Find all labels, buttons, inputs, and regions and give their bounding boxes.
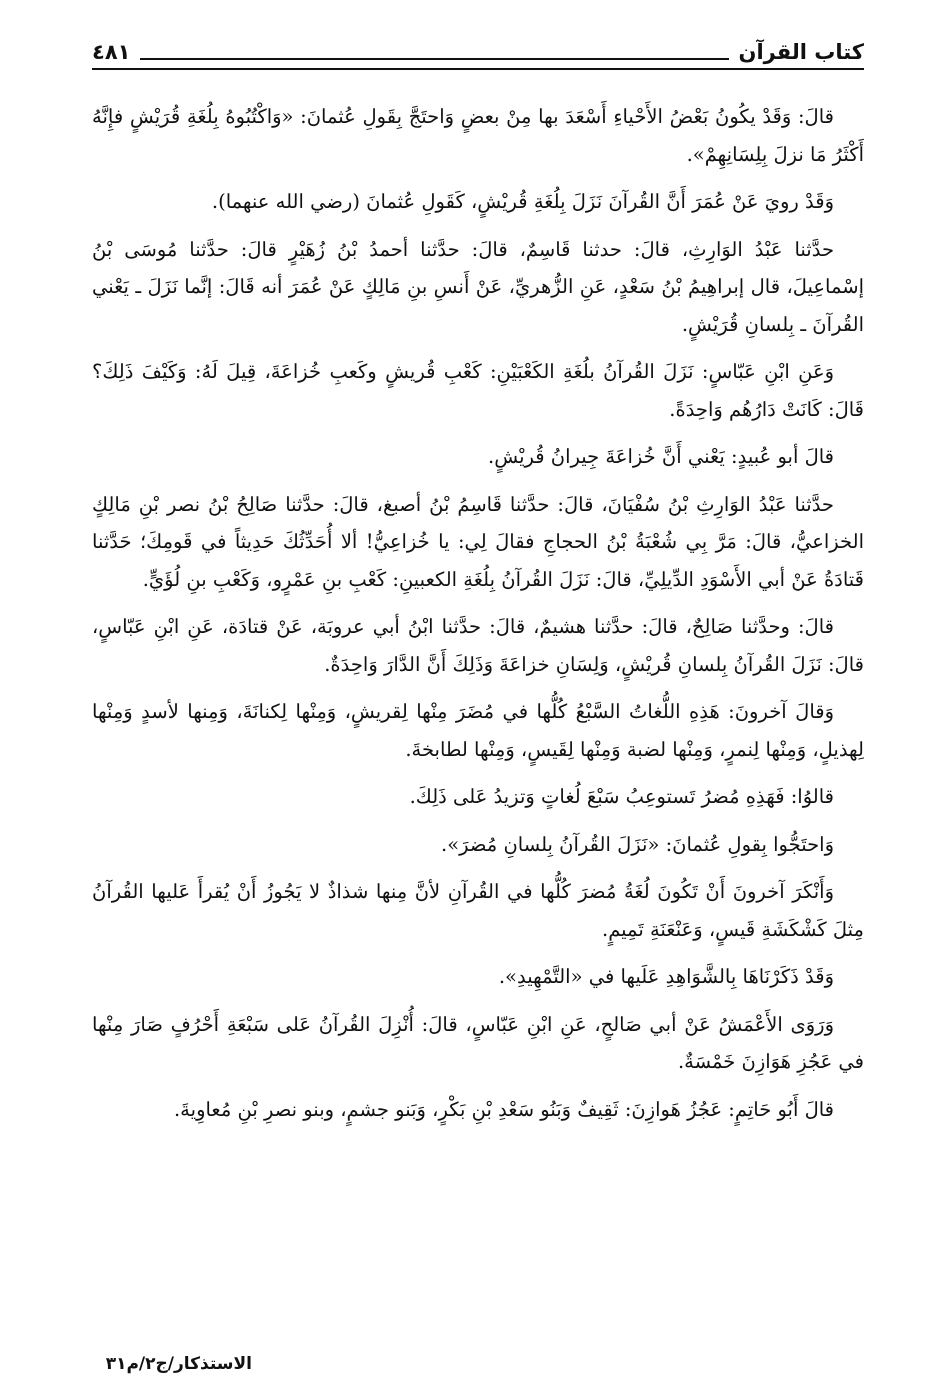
header-dash-line — [140, 58, 728, 60]
running-header — [92, 26, 864, 66]
paragraph: قالَ: وحدَّثنا صَالِحٌ، قالَ: حدَّثنا هشيمٌ، قالَ: حدَّثنا ابْنُ أبي عروبَة، عَنْ قتادَة، عَنِ ابْنِ عَبّاسٍ، قالَ: نَزَلَ القُرآنُ بِلسانِ قُريْشٍ، وَلِسَانِ خزاعَةَ وَذَلِكَ أَنَّ الدَّارَ وَاحِدَةٌ. — [92, 615, 864, 676]
book-title: كتاب القرآن — [738, 40, 864, 64]
paragraph: قالَ أَبُو حَاتِمٍ: عَجُزُ هَوازِنَ: ثَقِيفٌ وَبَنُو سَعْدِ بْنِ بَكْرٍ، وَبَنو جشمٍ، وبنو نصرِ بْنِ مُعاوِيةَ. — [173, 1097, 834, 1121]
paragraph: قالَ أبو عُبيدٍ: يَعْني أَنَّ خُزاعَةَ جِيرانُ قُريْشٍ. — [488, 445, 834, 468]
paragraph: قالَ: وَقَدْ يكُونُ بَعْضُ الأَحْياءِ أَسْعَدَ بها مِنْ بعضٍ وَاحتَجَّ بِقَولِ عُثمانَ: «وَاكْتُبُوهُ بِلُغَةِ قُرَيْشٍ فإِنَّهُ أَكْثَرُ مَا نزلَ بِلِسَانِهِمْ». — [92, 105, 864, 166]
paragraph: حدَّثنا عَبْدُ الوَارِثِ، قالَ: حدثنا قَاسِمٌ، قالَ: حدَّثنا أحمدُ بْنُ زُهَيْرٍ قالَ: حدَّثنا مُوسَى بْنُ إسْماعِيلَ، قال إبراهِيمُ بْنُ سَعْدٍ، عَنِ الزُّهريِّ، عَنْ أَنسِ بنِ مَالِكٍ عَنْ عُمَرَ أنه قَالَ: إنَّما نَزَلَ ـ يَعْني القُرآنَ ـ بِلسانِ قُرَيْشٍ. — [92, 237, 864, 336]
signature-mark: الاستذكار/ج٢/م٣١ — [105, 1354, 252, 1374]
paragraph: حدَّثنا عَبْدُ الوَارِثِ بْنُ سُفْيَانَ، قالَ: حدَّثنا قَاسِمُ بْنُ أصبغ، قالَ: حدَّثنا صَالِحُ بْنُ نصر بْنِ مَالِكٍ الخزاعيُّ، قالَ: مَرَّ بِي شُعْبَةُ بْنُ الحجاجِ فقالَ لِي: يا خُزاعِيُّ! ألا أُحَدِّثُكَ حَدِيثاً في قَومِكَ؛ حَدَّثنا قَتادَةُ عَنْ أبي الأَسْوَدِ الدِّيلِيِّ، قالَ: نَزَلَ القُرآنُ بِلُغَةِ الكعبينِ: كَعْبِ بنِ عَمْرٍو، وَكَعْبِ بنِ لُؤَيٍّ. — [92, 492, 864, 591]
paragraph: وَأَنْكَرَ آخرونَ أَنْ تَكُونَ لُغَةُ مُضرَ كُلُّها في القُرآنِ لأنَّ مِنها شذاذٌ لا يَجُوزُ أَنْ يُقرأَ عَليها القُرآنُ مِثلَ كَشْكَشَةِ قَيسٍ، وَعَنْعَنَةِ تَمِيمٍ. — [92, 880, 864, 941]
page-number: ٤٨١ — [92, 40, 131, 64]
paragraph: وَقَدْ ذَكَرْنَاهَا بِالشَّوَاهِدِ عَلَيها في «التَّمْهِيدِ». — [498, 965, 834, 988]
paragraph: وَرَوَى الأَعْمَشُ عَنْ أبي صَالحٍ، عَنِ ابْنِ عَبّاسٍ، قالَ: أُنْزِلَ القُرآنُ عَلى سَبْعَةِ أَحْرُفٍ صَارَ مِنْها في عَجُزِ هَوَازِنَ خَمْسَةٌ. — [92, 1012, 864, 1073]
paragraph: قالوُا: فَهَذِهِ مُضرُ تَستوعِبُ سَبْعَ لُغاتٍ وَتزيدُ عَلى ذَلِكَ. — [409, 785, 834, 808]
paragraph: وَعَنِ ابْنِ عَبّاسٍ: نَزَلَ القُرآنُ بلُغَةِ الكَعْبَيْنِ: كَعْبِ قُريشٍ وكَعبِ خُزاعَةَ، قِيلَ لَهُ: وَكَيْفَ ذَلِكَ؟ قَالَ: كَانَتْ دَارُهُم وَاحِدَةً. — [92, 360, 864, 421]
paragraph: وَقالَ آخرونَ: هَذِهِ اللُّغاتُ السَّبْعُ كُلُّها في مُضَرَ مِنْها لِقريشٍ، وَمِنْها لِكنانَةَ، وَمِنها لأسدٍ وَمِنْها لِهذيلٍ، وَمِنْها لِنمرٍ، وَمِنْها لضبة وَمِنْها لِقَيسٍ، وَمِنْها لطابخةَ. — [92, 700, 864, 761]
paragraph: وَقَدْ رويَ عَنْ عُمَرَ أَنَّ القُرآنَ نَزَلَ بِلُغَةِ قُريْشٍ، كَقَولِ عُثمانَ (رضي الله عنهما). — [211, 190, 834, 213]
header-rule — [92, 68, 864, 70]
text-body — [92, 98, 864, 1128]
paragraph: وَاحتَجُّوا بِقولِ عُثمانَ: «نَزَلَ القُرآنُ بِلسانِ مُضرَ». — [441, 832, 834, 856]
